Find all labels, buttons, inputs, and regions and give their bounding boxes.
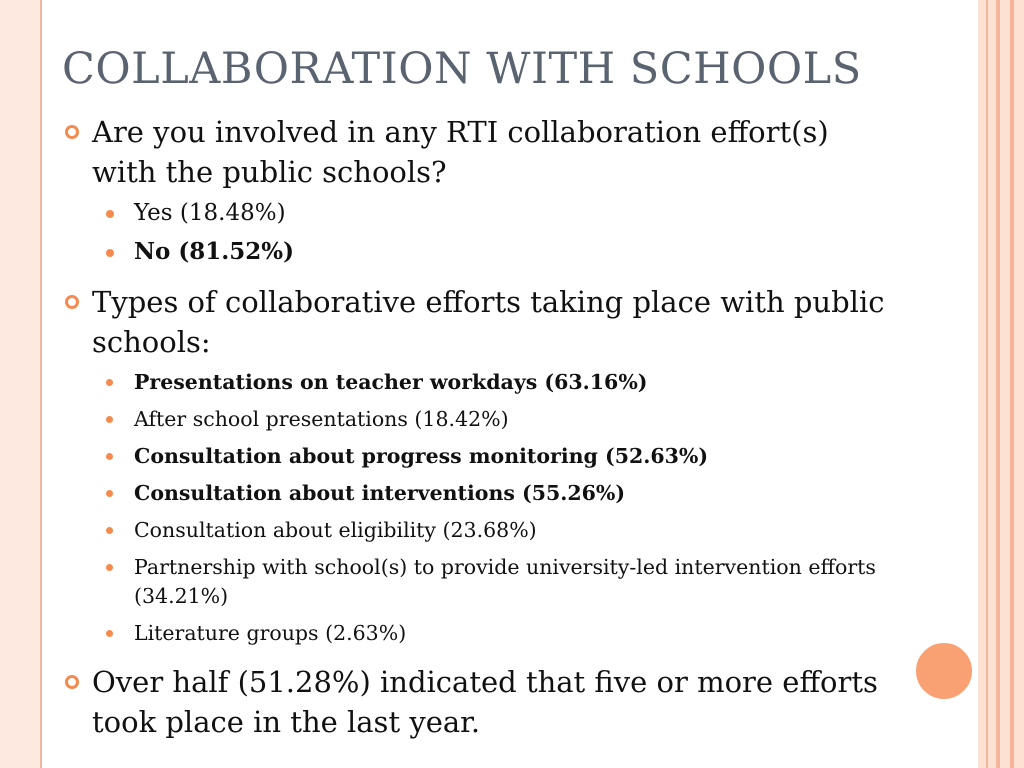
right-stripe-decoration xyxy=(978,0,1024,768)
bullet-rti-question xyxy=(62,112,902,192)
sub-bullet-text: Yes (18.48%) xyxy=(134,200,286,226)
dot-bullet-icon xyxy=(106,416,113,423)
dot-bullet-icon xyxy=(106,379,113,386)
sub-bullet-text: Consultation about interventions (55.26%) xyxy=(134,481,626,505)
sub-bullet-text: Literature groups (2.63%) xyxy=(134,621,407,645)
sub-bullet-text: No (81.52%) xyxy=(134,238,295,265)
sub-bullet-literature-groups xyxy=(62,619,902,648)
dot-bullet-icon xyxy=(106,630,113,637)
sub-bullet-yes xyxy=(62,198,902,228)
circle-decoration xyxy=(913,640,975,702)
sub-bullet-text: Consultation about progress monitoring (52.63%) xyxy=(134,444,709,468)
sub-bullet-partnership xyxy=(62,553,902,611)
dot-bullet-icon xyxy=(106,210,114,218)
dot-bullet-icon xyxy=(106,490,113,497)
bullet-text: Are you involved in any RTI collaboration effort(s) with the public schools? xyxy=(92,115,829,189)
slide-title: COLLABORATION WITH SCHOOLS xyxy=(62,44,862,94)
bullet-over-half xyxy=(62,662,902,742)
dot-bullet-icon xyxy=(106,564,113,571)
sub-bullet-text: Presentations on teacher workdays (63.16%) xyxy=(134,370,648,394)
sub-bullet-presentations-workdays xyxy=(62,368,902,397)
sub-bullet-after-school xyxy=(62,405,902,434)
slide-content xyxy=(62,112,902,748)
sub-bullet-progress-monitoring xyxy=(62,442,902,471)
sub-bullet-text: After school presentations (18.42%) xyxy=(134,407,509,431)
dot-bullet-icon xyxy=(106,527,113,534)
dot-bullet-icon xyxy=(106,453,113,460)
sub-bullet-text: Partnership with school(s) to provide university-led intervention efforts (34.21%) xyxy=(134,555,876,608)
left-border-decoration xyxy=(0,0,42,768)
bullet-text: Over half (51.28%) indicated that five or more efforts took place in the last year. xyxy=(92,665,878,739)
sub-bullet-eligibility xyxy=(62,516,902,545)
ring-bullet-icon xyxy=(64,124,80,140)
sub-bullet-text: Consultation about eligibility (23.68%) xyxy=(134,518,537,542)
ring-bullet-icon xyxy=(64,294,80,310)
sub-bullet-interventions xyxy=(62,479,902,508)
dot-bullet-icon xyxy=(106,249,114,257)
sub-bullet-no xyxy=(62,237,902,267)
bullet-collaboration-types xyxy=(62,282,902,362)
ring-bullet-icon xyxy=(64,674,80,690)
bullet-text: Types of collaborative efforts taking place with public schools: xyxy=(92,285,885,359)
